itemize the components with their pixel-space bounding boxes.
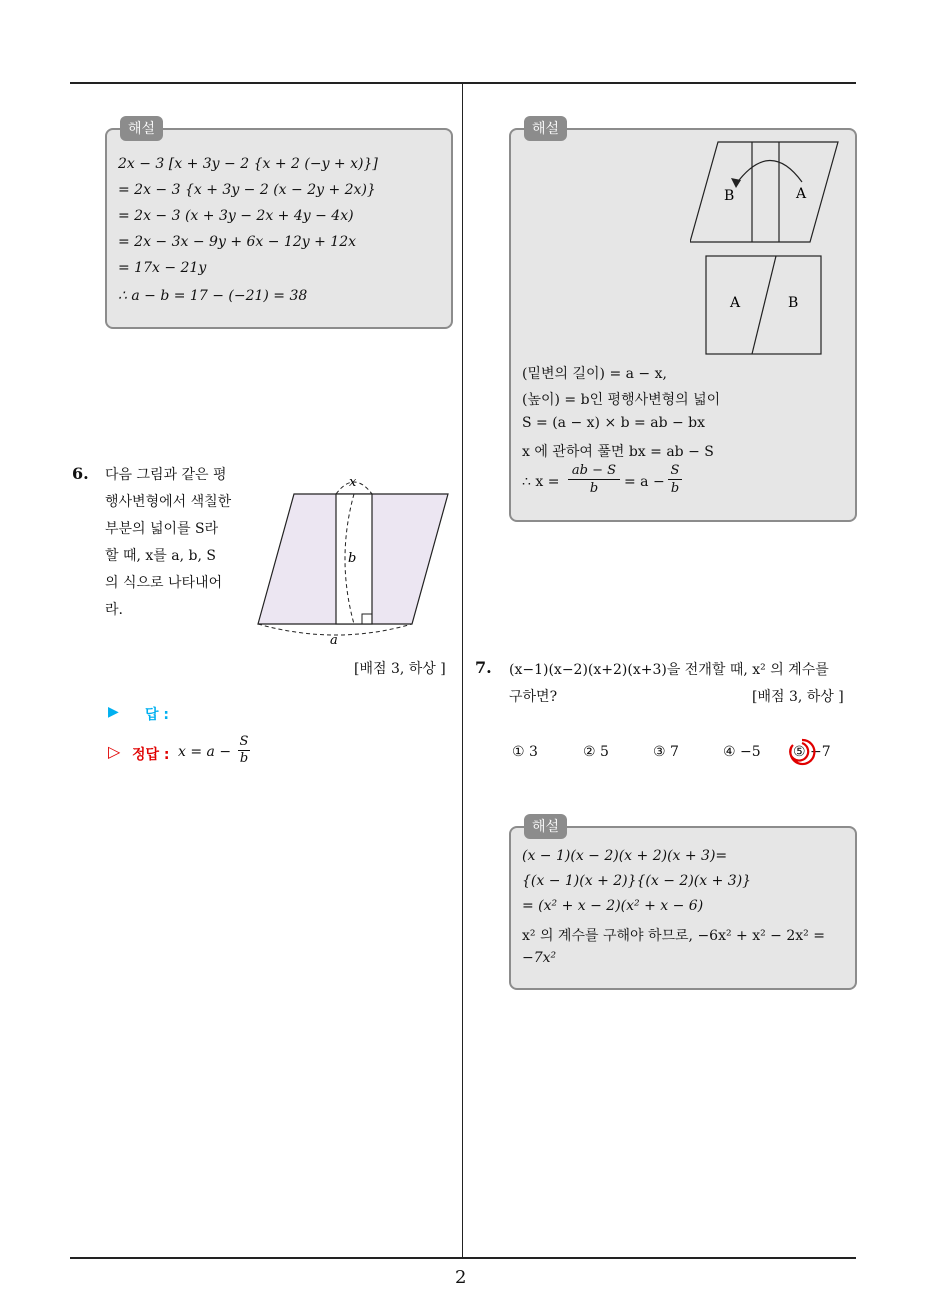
move-arrow <box>736 160 802 184</box>
answer-circle-mark <box>787 737 817 767</box>
fraction-denominator: b <box>589 481 599 496</box>
question-text-line: 행사변형에서 색칠한 <box>105 494 232 510</box>
solution-line: −7x² <box>522 950 557 966</box>
fraction-denominator: b <box>670 481 680 496</box>
correct-marker: ▷ <box>108 742 121 761</box>
answer-label: 답 : <box>145 707 169 723</box>
rectangle-cut <box>752 256 776 354</box>
column-divider <box>462 82 463 1258</box>
question-text-line: 라. <box>105 602 123 618</box>
parallelogram-outline <box>690 142 838 242</box>
solution-line: = 2x − 3x − 9y + 6x − 12y + 12x <box>118 234 356 250</box>
question-number: 6. <box>72 464 89 483</box>
question-text-line: (x−1)(x−2)(x+2)(x+3)을 전개할 때, x² 의 계수를 <box>509 662 829 678</box>
label-b: b <box>348 551 357 566</box>
solution-line: x 에 관하여 풀면 bx = ab − S <box>522 444 714 460</box>
label-b-top: B <box>724 188 735 204</box>
question-text <box>105 462 231 624</box>
solution-tag: 해설 <box>524 116 567 141</box>
solution-line: x² 의 계수를 구해야 하므로, −6x² + x² − 2x² = <box>522 928 825 944</box>
solution-line: = 2x − 3 (x + 3y − 2x + 4y − 4x) <box>118 208 354 224</box>
choice-3[interactable]: ③ 7 <box>653 744 679 760</box>
label-b-bottom: B <box>788 295 799 311</box>
solution-final-prefix: ∴ x = <box>522 474 560 490</box>
solution-tag: 해설 <box>120 116 163 141</box>
top-rule <box>70 82 856 84</box>
correct-answer-fraction <box>238 734 250 767</box>
choice-4[interactable]: ④ −5 <box>723 744 761 760</box>
solution-line: ∴ a − b = 17 − (−21) = 38 <box>118 288 308 304</box>
solution-line: 2x − 3 [x + 3y − 2 {x + 2 (−y + x)}] <box>118 156 378 172</box>
solution-line: = (x² + x − 2)(x² + x − 6) <box>522 898 704 914</box>
question-text-line: 할 때, x를 a, b, S <box>105 548 216 564</box>
solution-line: S = (a − x) × b = ab − bx <box>522 415 706 431</box>
question-number: 7. <box>475 658 492 677</box>
rearrangement-figure <box>690 138 860 358</box>
correct-answer-prefix: x = a − <box>178 744 232 760</box>
label-a-bottom: A <box>730 295 741 311</box>
label-x: x <box>349 475 357 490</box>
question-meta: [배점 3, 하상 ] <box>752 689 844 705</box>
question-text-line: 구하면? <box>509 689 558 705</box>
page-number: 2 <box>455 1267 467 1288</box>
correct-label: 정답 : <box>132 747 170 763</box>
choice-5[interactable]: ⑤ −7 <box>793 744 831 760</box>
solution-fraction-2 <box>668 462 682 497</box>
solution-line: {(x − 1)(x + 2)}{(x − 2)(x + 3)} <box>522 873 752 889</box>
solution-line: (높이) = b인 평행사변형의 넓이 <box>522 392 721 408</box>
solution-line: (밑변의 길이) = a − x, <box>522 366 667 382</box>
fraction-numerator: ab − S <box>568 462 620 480</box>
solution-line: (x − 1)(x − 2)(x + 2)(x + 3)= <box>522 848 728 864</box>
solution-line: = 2x − 3 {x + 3y − 2 (x − 2y + 2x)} <box>118 182 376 198</box>
solution-line: = 17x − 21y <box>118 260 207 276</box>
answer-marker: ▶ <box>108 704 119 720</box>
question-text-line: 부분의 넓이를 S라 <box>105 521 219 537</box>
bottom-rule <box>70 1257 856 1259</box>
question-text-line: 의 식으로 나타내어 <box>105 575 223 591</box>
choice-1[interactable]: ① 3 <box>512 744 538 760</box>
fraction-numerator: S <box>239 734 249 749</box>
solution-final-mid: = a − <box>624 474 665 490</box>
solution-tag: 해설 <box>524 814 567 839</box>
choice-2[interactable]: ② 5 <box>583 744 609 760</box>
question-text-line: 다음 그림과 같은 평 <box>105 467 227 483</box>
label-a: a <box>330 633 338 644</box>
label-a-top: A <box>796 186 807 202</box>
fraction-denominator: b <box>239 751 249 766</box>
question-meta: [배점 3, 하상 ] <box>354 661 446 677</box>
fraction-numerator: S <box>668 462 682 480</box>
solution-fraction-1 <box>568 462 620 497</box>
parallelogram-figure <box>256 474 456 644</box>
